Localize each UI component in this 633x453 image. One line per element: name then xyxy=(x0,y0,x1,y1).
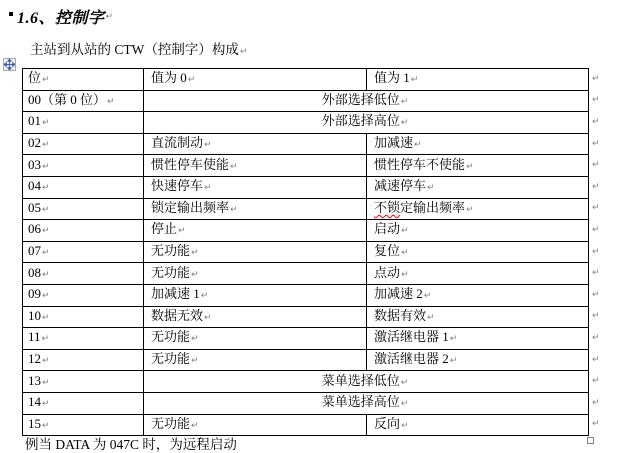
cell-end-mark-icon: ↵ xyxy=(204,312,212,323)
cell-end-mark-icon: ↵ xyxy=(204,183,212,194)
cell-end-mark-icon: ↵ xyxy=(401,269,409,280)
cell-end-mark-icon: ↵ xyxy=(191,334,199,345)
cell-end-mark-icon: ↵ xyxy=(401,248,409,259)
cell-end-mark-icon: ↵ xyxy=(191,420,199,431)
value0-cell: 直流制动↵ xyxy=(144,133,367,155)
row-end-mark-icon: ↵ xyxy=(592,246,600,257)
row-end-mark-icon: ↵ xyxy=(592,138,600,149)
table-row xyxy=(23,263,589,285)
value1-cell: 激活继电器 2↵ xyxy=(367,349,589,371)
table-header-row xyxy=(23,69,589,91)
value1-cell: 加减速↵ xyxy=(367,133,589,155)
row-end-mark-icon: ↵ xyxy=(592,73,600,84)
header-cell-value1: 值为 1↵ xyxy=(367,69,589,91)
cell-end-mark-icon: ↵ xyxy=(400,96,409,107)
cell-end-mark-icon: ↵ xyxy=(401,226,409,237)
cell-end-mark-icon: ↵ xyxy=(42,399,50,410)
row-end-mark-icon: ↵ xyxy=(592,289,600,300)
table-row xyxy=(23,414,589,436)
table-move-handle[interactable] xyxy=(3,58,16,71)
row-end-mark-icon: ↵ xyxy=(592,419,600,430)
value0-cell: 快速停车↵ xyxy=(144,176,367,198)
list-bullet-icon xyxy=(9,12,13,16)
value1-cell: 复位↵ xyxy=(367,241,589,263)
bit-cell: 08↵ xyxy=(23,263,144,285)
cell-end-mark-icon: ↵ xyxy=(187,75,196,86)
cell-end-mark-icon: ↵ xyxy=(41,334,50,345)
value0-cell: 无功能↵ xyxy=(144,263,367,285)
page-title: 1.6、控制字 xyxy=(17,10,105,27)
bit-cell: 02↵ xyxy=(23,133,144,155)
table-row xyxy=(23,392,589,414)
cell-end-mark-icon: ↵ xyxy=(400,118,409,129)
cell-end-mark-icon: ↵ xyxy=(230,161,238,172)
cell-end-mark-icon: ↵ xyxy=(200,291,209,302)
row-end-mark-icon: ↵ xyxy=(592,203,600,214)
row-end-mark-icon: ↵ xyxy=(592,224,600,235)
section-heading xyxy=(9,5,113,28)
cell-end-mark-icon: ↵ xyxy=(42,118,50,129)
row-end-mark-icon: ↵ xyxy=(592,397,600,408)
header-cell-bit: 位↵ xyxy=(23,69,144,91)
value1-cell: 不锁定输出频率↵ xyxy=(367,198,589,220)
bit-cell: 11↵ xyxy=(23,328,144,350)
row-end-marks xyxy=(592,68,600,435)
cell-end-mark-icon: ↵ xyxy=(42,248,50,259)
row-end-mark-icon: ↵ xyxy=(592,116,600,127)
value0-cell: 无功能↵ xyxy=(144,349,367,371)
row-end-mark-icon: ↵ xyxy=(592,181,600,192)
value1-cell: 点动↵ xyxy=(367,263,589,285)
table-row xyxy=(23,155,589,177)
header-cell-value0: 值为 0↵ xyxy=(144,69,367,91)
table-row xyxy=(23,328,589,350)
cell-end-mark-icon: ↵ xyxy=(42,75,50,86)
bit-cell: 06↵ xyxy=(23,220,144,242)
bit-cell: 15↵ xyxy=(23,414,144,436)
cell-end-mark-icon: ↵ xyxy=(466,161,474,172)
cell-end-mark-icon: ↵ xyxy=(427,312,435,323)
cell-end-mark-icon: ↵ xyxy=(42,377,50,388)
bit-cell: 01↵ xyxy=(23,112,144,134)
cell-end-mark-icon: ↵ xyxy=(191,248,199,259)
cell-end-mark-icon: ↵ xyxy=(401,420,409,431)
table-row xyxy=(23,306,589,328)
value1-cell: 减速停车↵ xyxy=(367,176,589,198)
row-end-mark-icon: ↵ xyxy=(592,268,600,279)
cell-end-mark-icon: ↵ xyxy=(42,420,50,431)
bit-cell: 04↵ xyxy=(23,176,144,198)
bit-cell: 03↵ xyxy=(23,155,144,177)
footer-example-text: 例当 DATA 为 047C 时，为远程启动 xyxy=(25,437,237,452)
cell-end-mark-icon: ↵ xyxy=(42,183,50,194)
merged-value-cell: 菜单选择高位↵ xyxy=(144,392,589,414)
cell-end-mark-icon: ↵ xyxy=(107,96,115,107)
cell-end-mark-icon: ↵ xyxy=(414,140,422,151)
move-arrows-icon xyxy=(4,59,15,70)
value0-cell: 惯性停车使能↵ xyxy=(144,155,367,177)
row-end-mark-icon: ↵ xyxy=(592,95,600,106)
cell-end-mark-icon: ↵ xyxy=(230,204,238,215)
table-row xyxy=(23,198,589,220)
cell-end-mark-icon: ↵ xyxy=(42,204,50,215)
cell-end-mark-icon: ↵ xyxy=(178,226,186,237)
cell-end-mark-icon: ↵ xyxy=(191,356,199,367)
value0-cell: 加减速 1↵ xyxy=(144,284,367,306)
row-end-mark-icon: ↵ xyxy=(592,311,600,322)
row-end-mark-icon: ↵ xyxy=(592,354,600,365)
cell-end-mark-icon: ↵ xyxy=(42,161,50,172)
cell-end-mark-icon: ↵ xyxy=(449,356,458,367)
row-end-mark-icon: ↵ xyxy=(592,376,600,387)
cell-end-mark-icon: ↵ xyxy=(42,291,50,302)
bit-cell: 10↵ xyxy=(23,306,144,328)
cell-end-mark-icon: ↵ xyxy=(42,269,50,280)
value0-cell: 锁定输出频率↵ xyxy=(144,198,367,220)
value0-cell: 无功能↵ xyxy=(144,241,367,263)
table-row xyxy=(23,220,589,242)
cell-end-mark-icon: ↵ xyxy=(42,356,50,367)
cell-end-mark-icon: ↵ xyxy=(423,291,432,302)
after-table-square-mark xyxy=(587,437,594,444)
merged-value-cell: 菜单选择低位↵ xyxy=(144,371,589,393)
bit-cell: 13↵ xyxy=(23,371,144,393)
value1-cell: 激活继电器 1↵ xyxy=(367,328,589,350)
cell-end-mark-icon: ↵ xyxy=(42,140,50,151)
bit-cell: 05↵ xyxy=(23,198,144,220)
merged-value-cell: 外部选择高位↵ xyxy=(144,112,589,134)
row-end-mark-icon: ↵ xyxy=(592,332,600,343)
cell-end-mark-icon: ↵ xyxy=(466,204,474,215)
table-row xyxy=(23,90,589,112)
bit-cell: 07↵ xyxy=(23,241,144,263)
paragraph-mark-icon: ↵ xyxy=(105,11,114,22)
bit-cell: 00（第 0 位）↵ xyxy=(23,90,144,112)
value0-cell: 无功能↵ xyxy=(144,328,367,350)
intro-text: 主站到从站的 CTW（控制字）构成 xyxy=(30,42,239,57)
cell-end-mark-icon: ↵ xyxy=(400,399,409,410)
row-end-mark-icon: ↵ xyxy=(592,160,600,171)
table-row xyxy=(23,349,589,371)
value1-cell: 反向↵ xyxy=(367,414,589,436)
value1-cell: 惯性停车不使能↵ xyxy=(367,155,589,177)
cell-end-mark-icon: ↵ xyxy=(449,334,458,345)
value1-cell: 启动↵ xyxy=(367,220,589,242)
paragraph-mark-icon: ↵ xyxy=(239,47,248,57)
cell-end-mark-icon: ↵ xyxy=(42,312,50,323)
value0-cell: 数据无效↵ xyxy=(144,306,367,328)
table-row xyxy=(23,371,589,393)
value1-cell: 数据有效↵ xyxy=(367,306,589,328)
ctw-table xyxy=(22,68,589,436)
bit-cell: 14↵ xyxy=(23,392,144,414)
table-row xyxy=(23,133,589,155)
cell-end-mark-icon: ↵ xyxy=(410,75,419,86)
bit-cell: 09↵ xyxy=(23,284,144,306)
table-row xyxy=(23,241,589,263)
bit-cell: 12↵ xyxy=(23,349,144,371)
table-row xyxy=(23,112,589,134)
cell-end-mark-icon: ↵ xyxy=(191,269,199,280)
table-row xyxy=(23,176,589,198)
cell-end-mark-icon: ↵ xyxy=(427,183,435,194)
table-row xyxy=(23,284,589,306)
cell-end-mark-icon: ↵ xyxy=(400,377,409,388)
cell-end-mark-icon: ↵ xyxy=(42,226,50,237)
value1-cell: 加减速 2↵ xyxy=(367,284,589,306)
merged-value-cell: 外部选择低位↵ xyxy=(144,90,589,112)
intro-paragraph xyxy=(30,41,247,61)
value0-cell: 停止↵ xyxy=(144,220,367,242)
ctw-table-body xyxy=(23,69,589,436)
spellcheck-squiggle-text: 不锁 xyxy=(374,199,401,215)
value0-cell: 无功能↵ xyxy=(144,414,367,436)
cell-end-mark-icon: ↵ xyxy=(204,140,212,151)
